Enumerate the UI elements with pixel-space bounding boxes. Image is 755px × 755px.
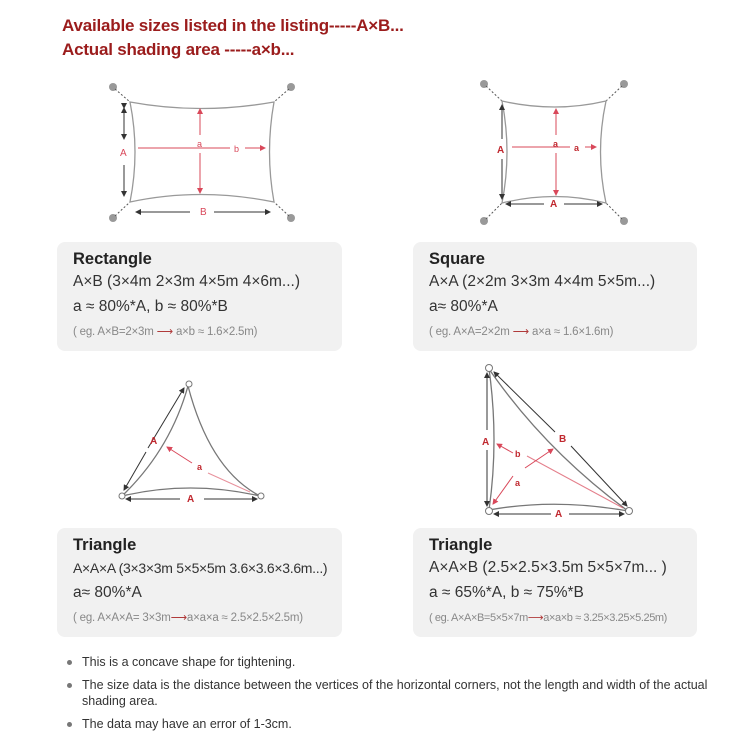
header-line-actual-area: Actual shading area -----a×b... [62,40,295,59]
card-square [413,242,697,351]
bullet-icon [67,722,72,727]
bullet-icon [67,660,72,665]
card-title: Rectangle [73,250,152,268]
card-example [73,320,342,344]
label-side-A-bottom: A [187,494,195,505]
card-formula: a ≈ 65%*A, b ≈ 75%*B [429,584,584,601]
card-formula: a≈ 80%*A [73,584,142,601]
arrow-right-icon: ⟶ [170,612,187,624]
arrow-right-icon: ⟶ [156,326,173,338]
label-inner-b: b [515,449,521,459]
header [62,14,404,62]
example-input: ( eg. A×A×A= 3×3m [73,612,171,624]
label-side-A-bottom: A [555,509,563,520]
card-sizes: A×A (2×2m 3×3m 4×4m 5×5m...) [429,273,656,290]
card-example [429,320,697,344]
card-example [429,606,697,630]
note-text: The size data is the distance between the vertices of the horizontal corners, not the length and width of the actual shading area. [82,678,708,708]
card-title: Square [429,250,485,268]
label-inner-a: a [197,462,203,472]
square-diagram [470,75,630,230]
example-input: ( eg. A×B=2×3m [73,326,154,338]
note-item [62,654,742,670]
card-triangle-equilateral [57,528,342,637]
example-result: a×a×a ≈ 2.5×2.5×2.5m) [186,612,303,624]
card-triangle-isosceles [413,528,697,637]
triangle-right-diagram [475,360,640,520]
label-outer-B: B [200,207,207,218]
label-inner-a: a [515,478,521,488]
card-formula: a≈ 80%*A [429,298,498,315]
label-hypotenuse-B: B [559,434,567,445]
label-side-A-left: A [150,436,158,447]
card-formula: a ≈ 80%*A, b ≈ 80%*B [73,298,228,315]
card-sizes: A×A×A (3×3×3m 5×5×5m 3.6×3.6×3.6m...) [73,560,328,576]
card-example [73,606,342,630]
label-outer-A-horizontal: A [550,199,558,210]
note-text: The data may have an error of 1-3cm. [82,717,292,731]
arrow-right-icon: ⟶ [527,612,544,624]
label-inner-a-horizontal: a [574,143,580,153]
header-line-available-sizes: Available sizes listed in the listing-----A×B... [62,16,404,35]
triangle-equilateral-diagram [110,370,275,510]
note-item [62,716,742,732]
arrow-right-icon: ⟶ [512,326,529,338]
label-side-A-left: A [482,437,490,448]
card-sizes: A×A×B (2.5×2.5×3.5m 5×5×7m... ) [429,559,667,576]
card-rectangle [57,242,342,351]
card-sizes: A×B (3×4m 2×3m 4×5m 4×6m...) [73,273,301,290]
label-outer-A-vertical: A [497,145,505,156]
rectangle-diagram [100,75,300,225]
label-inner-b: b [234,144,240,154]
example-input: ( eg. A×A×B=5×5×7m [429,612,528,624]
notes-list [62,654,742,739]
example-result: a×a ≈ 1.6×1.6m) [531,326,614,338]
example-input: ( eg. A×A=2×2m [429,326,513,338]
note-item [62,677,742,709]
card-title: Triangle [429,536,493,554]
label-outer-A: A [120,148,127,159]
card-title: Triangle [73,536,137,554]
bullet-icon [67,683,72,688]
label-inner-a-vertical: a [553,139,559,149]
label-inner-a: a [197,139,203,149]
example-result: a×a×b ≈ 3.25×3.25×5.25m) [543,612,667,624]
note-text: This is a concave shape for tightening. [82,655,296,669]
example-result: a×b ≈ 1.6×2.5m) [175,326,258,338]
